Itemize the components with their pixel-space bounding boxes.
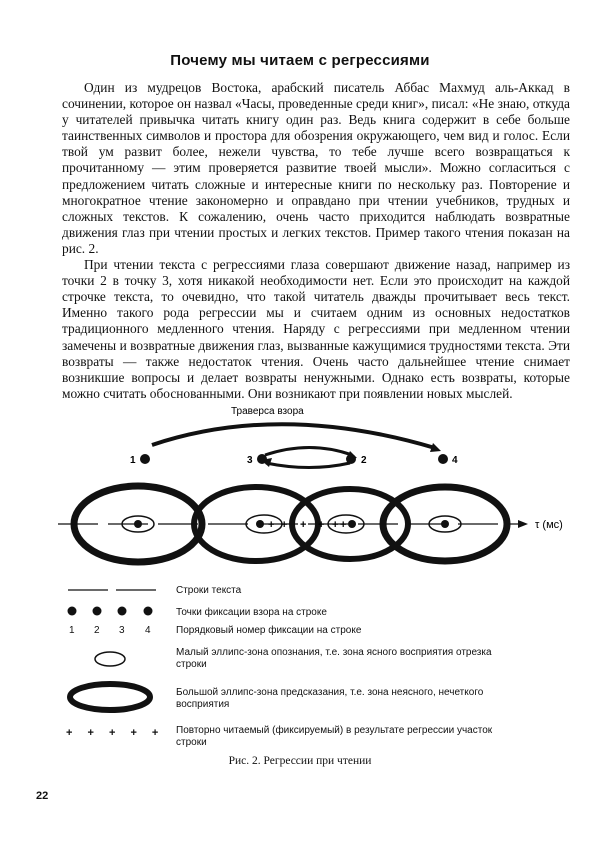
line-fixation-2	[256, 520, 264, 528]
paragraph-2: При чтении текста с регрессиями глаза совершают движение назад, например из точки 2 в точку 3, хотя никакой необходимости нет. Если это происходит на каждой строчке текста, то очевидно, что такой читатель дважды прочитывает весь текст. Именно такого рода регрессии мы и считаем одним из основных недостатков традиционного медленного чтения. Наряду с регрессиями при медленном чтении замечены и возвратные движения глаз, вызванные кажущимися трудностями текста. Эти возвраты — также недостаток чтения. Очень часто дальнейшее чтение снимает возникшие вопросы и делает возвраты ненужными. Однако есть возвраты, которые можно считать обоснованными. Они возникают при появлении новых мыслей.	[62, 257, 570, 401]
plus-mark: +	[281, 519, 288, 531]
line-fixation-1	[134, 520, 142, 528]
legend-line-symbol	[60, 583, 160, 603]
legend-plus-label: Повторно читаемый (фиксируемый) в результате регрессии участок строки	[176, 725, 493, 748]
point-label-4: 4	[452, 455, 458, 466]
forward-traverse-arrow	[152, 424, 435, 448]
fixation-point-2	[346, 454, 356, 464]
fixation-point-1	[140, 454, 150, 464]
line-fixation-4	[441, 520, 449, 528]
plus-mark: +	[332, 519, 339, 531]
fixation-point-3	[257, 454, 267, 464]
plus-mark: +	[300, 519, 307, 531]
plus-mark: +	[340, 519, 347, 531]
point-label-2: 2	[361, 455, 367, 466]
legend-small-ellipse-symbol	[60, 647, 160, 667]
legend-big-ellipse-symbol	[60, 679, 160, 715]
fixation-point-4	[438, 454, 448, 464]
page-number: 22	[36, 790, 49, 802]
plus-mark: +	[268, 519, 275, 531]
regression-arc-lower	[266, 463, 350, 468]
page-title: Почему мы читаем с регрессиями	[170, 52, 430, 69]
figure-caption: Рис. 2. Регрессии при чтении	[228, 755, 372, 767]
legend-small-ellipse-label: Малый эллипс-зона опознания, т.е. зона ясного восприятия отрезка строки	[176, 647, 492, 670]
line-fixation-3	[348, 520, 356, 528]
axis-label: τ (мс)	[535, 519, 563, 531]
regression-arc-upper	[265, 448, 352, 456]
axis-arrowhead	[518, 520, 528, 528]
legend-points-symbol	[60, 603, 160, 623]
point-label-3: 3	[247, 455, 253, 466]
legend-numbers-symbol: 1 2 3 4	[69, 625, 151, 636]
paragraph-1: Один из мудрецов Востока, арабский писатель Аббас Махмуд аль-Аккад в сочинении, которое он назвал «Часы, проведенные среди книг», писал: «Не знаю, откуда у читателей привычка читать книгу один раз. Ведь книга содержит в себе больше таинственных символов и простора для обозрения окружающего, чем вид и голос. Если твой ум развит более, нежели чувства, то тебе лучше всего возвращаться к прочитанному — этим проверяется развитие твоей мысли». Можно согласиться с предложением читать сложные и интересные книги по нескольку раз. Повторение и многократное чтение закономерно и оправдано при чтении учебников, трудных и сложных текстов. К сожалению, очень часто приходится наблюдать возвратные движения глаз при чтении простых и легких текстов. Пример такого чтения показан на рис. 2.	[62, 80, 570, 256]
traverse-label: Траверса взора	[231, 406, 304, 417]
legend-numbers-label: Порядковый номер фиксации на строке	[176, 625, 362, 636]
legend-points-label: Точки фиксации взора на строке	[176, 607, 327, 618]
legend-plus-symbol: + + + + +	[66, 727, 165, 739]
legend-big-ellipse-label: Большой эллипс-зона предсказания, т.е. зона неясного, нечеткого восприятия	[176, 687, 484, 710]
body-text	[62, 80, 570, 402]
forward-arrowhead	[430, 443, 441, 452]
legend-lines-label: Строки текста	[176, 585, 242, 596]
point-label-1: 1	[130, 455, 136, 466]
plus-mark: +	[318, 519, 325, 531]
